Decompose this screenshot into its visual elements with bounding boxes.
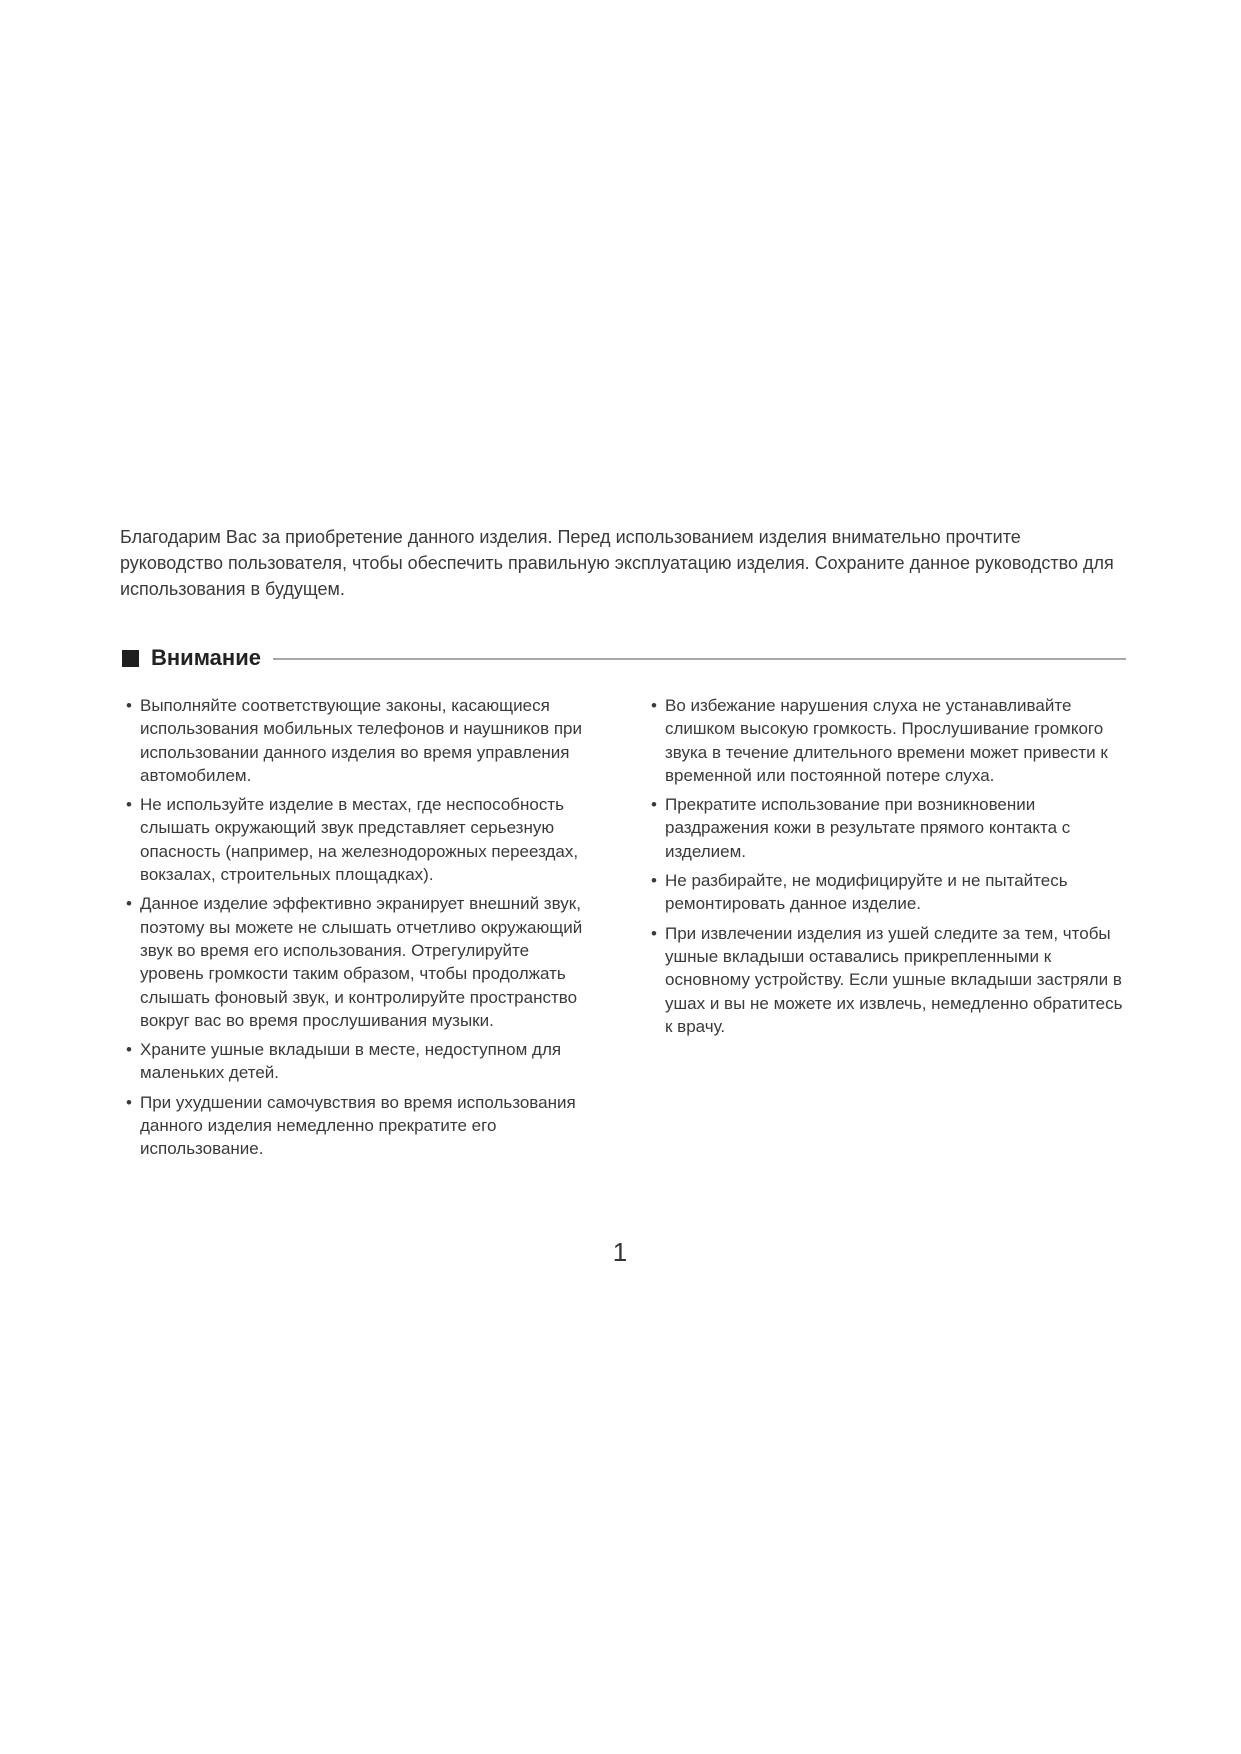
warning-item bbox=[126, 694, 596, 787]
warning-text: Храните ушные вкладыши в месте, недоступном для маленьких детей. bbox=[140, 1040, 562, 1083]
warning-item bbox=[126, 1038, 596, 1085]
bullet-icon: • bbox=[651, 795, 657, 815]
warning-item bbox=[126, 892, 596, 1032]
section-square-icon bbox=[122, 650, 139, 667]
warnings-right-column bbox=[651, 694, 1131, 1044]
warning-text: Во избежание нарушения слуха не устанавливайте слишком высокую громкость. Прослушивание громкого звука в течение длительного времени может привести к временной или постоянной потере слуха. bbox=[665, 696, 1108, 785]
warning-text: Не разбирайте, не модифицируйте и не пытайтесь ремонтировать данное изделие. bbox=[665, 871, 1068, 914]
warning-text: Прекратите использование при возникновении раздражения кожи в результате прямого контакта с изделием. bbox=[665, 795, 1071, 861]
warnings-left-column bbox=[126, 694, 596, 1167]
intro-paragraph: Благодарим Вас за приобретение данного изделия. Перед использованием изделия внимательно прочтите руководство пользователя, чтобы обеспечить правильную эксплуатацию изделия. Сохраните данное руководство для использования в будущем. bbox=[120, 527, 1114, 599]
warning-item bbox=[651, 869, 1131, 916]
bullet-icon: • bbox=[651, 923, 657, 943]
warning-text: При ухудшении самочувствия во время использования данного изделия немедленно прекратите его использование. bbox=[140, 1092, 576, 1159]
bullet-icon: • bbox=[126, 1092, 132, 1112]
section-divider bbox=[273, 658, 1126, 660]
warning-item bbox=[651, 793, 1131, 863]
section-title: Внимание bbox=[151, 645, 261, 670]
warning-text: При извлечении изделия из ушей следите за тем, чтобы ушные вкладыши оставались прикрепленными к основному устройству. Если ушные вкладыши застряли в ушах и вы не можете их извлечь, немедленно обратитесь к врачу. bbox=[665, 923, 1123, 1036]
warning-item bbox=[651, 922, 1131, 1038]
warning-item bbox=[126, 1091, 596, 1161]
bullet-icon: • bbox=[126, 795, 132, 815]
bullet-icon: • bbox=[126, 696, 132, 715]
warning-item bbox=[651, 694, 1131, 787]
bullet-icon: • bbox=[651, 871, 657, 891]
bullet-icon: • bbox=[651, 696, 657, 715]
bullet-icon: • bbox=[126, 1040, 132, 1060]
warning-item bbox=[126, 793, 596, 886]
warning-text: Не используйте изделие в местах, где неспособность слышать окружающий звук представляет серьезную опасность (например, на железнодорожных переездах, вокзалах, строительных площадках). bbox=[140, 795, 579, 885]
bullet-icon: • bbox=[126, 894, 132, 914]
page-number: 1 bbox=[612, 1237, 628, 1267]
warning-text: Выполняйте соответствующие законы, касающиеся использования мобильных телефонов и наушников при использовании данного изделия во время управления автомобилем. bbox=[140, 696, 582, 785]
warning-text: Данное изделие эффективно экранирует внешний звук, поэтому вы можете не слышать отчетливо окружающий звук во время его использования. Отрегулируйте уровень громкости таким образом, чтобы продолжать слышать фоновый звук, и контролируйте пространство вокруг вас во время прослушивания музыки. bbox=[140, 894, 583, 1030]
section-header-attention bbox=[122, 644, 1126, 672]
